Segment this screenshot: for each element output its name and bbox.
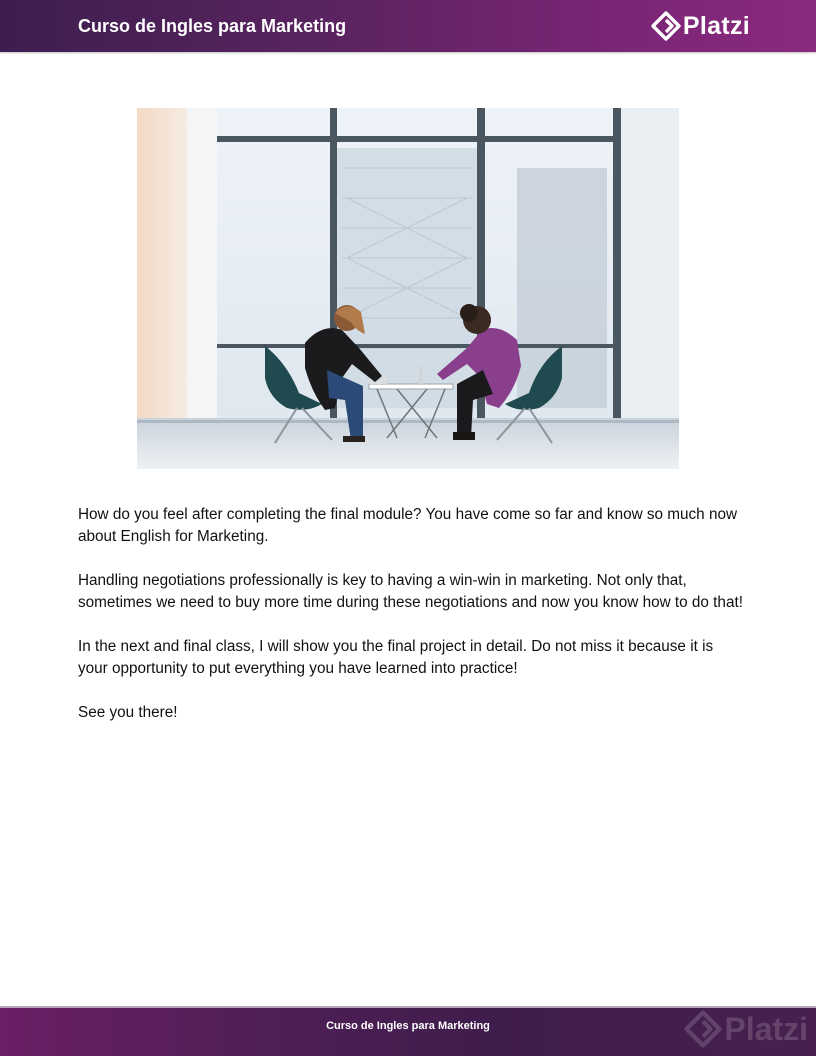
paragraph-3: In the next and final class, I will show you the final project in detail. Do not miss it because it is your opportunity to put everything you have learned into practice! bbox=[78, 638, 714, 677]
platzi-watermark-text: Platzi bbox=[724, 1010, 808, 1047]
platzi-watermark bbox=[684, 1008, 808, 1050]
footer-course-title: Curso de Ingles para Marketing bbox=[326, 1020, 490, 1032]
course-title: Curso de Ingles para Marketing bbox=[78, 16, 347, 36]
platzi-logo bbox=[651, 9, 750, 43]
footer-bar bbox=[0, 1006, 816, 1056]
hero-photo bbox=[137, 108, 679, 469]
lesson-text bbox=[78, 504, 743, 746]
header-bar bbox=[0, 0, 816, 52]
paragraph-1: How do you feel after completing the final module? You have come so far and know so much now about English for Marketing. bbox=[78, 506, 738, 545]
paragraph-2: Handling negotiations professionally is key to having a win-win in marketing. Not only that, sometimes we need to buy more time during these negotiations and now you know how to do that! bbox=[78, 572, 743, 611]
platzi-watermark-icon bbox=[684, 1010, 722, 1048]
paragraph-4: See you there! bbox=[78, 704, 178, 721]
platzi-logo-icon bbox=[651, 11, 681, 41]
platzi-logo-text: Platzi bbox=[682, 11, 750, 40]
